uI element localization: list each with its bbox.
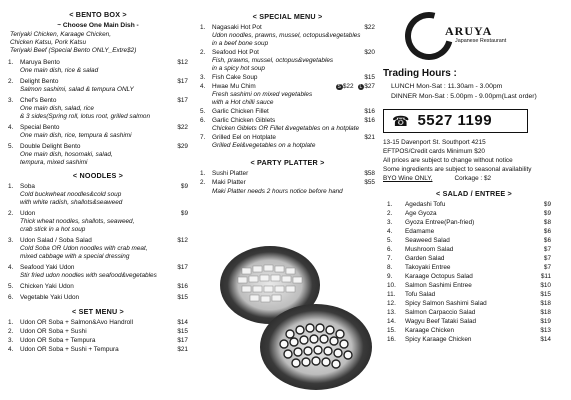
- bento-line: Chicken Katsu, Pork Katsu: [10, 39, 87, 47]
- item-price: $19: [540, 318, 551, 326]
- item-name: Garden Salad: [405, 255, 445, 263]
- item-price: $15: [540, 291, 551, 299]
- item-number: 15.: [387, 327, 396, 335]
- item-price: $7: [543, 264, 551, 272]
- salad-list: [383, 201, 565, 344]
- item-price: $17: [177, 97, 188, 105]
- item-name: Age Gyoza: [405, 210, 437, 218]
- item-description: One main dish, hosomaki, salad,: [20, 151, 113, 159]
- item-number: 4.: [8, 124, 14, 132]
- item-number: 4.: [200, 83, 206, 90]
- item-price: $9: [180, 210, 188, 218]
- item-description: in a beef bone soup: [212, 40, 269, 47]
- item-price: $15: [364, 74, 375, 81]
- item-name: Salmon Sashimi Entree: [405, 282, 472, 290]
- item-number: 11.: [387, 291, 396, 299]
- item-number: 5.: [8, 143, 14, 151]
- item-description: in a spicy hot soup: [212, 65, 265, 72]
- item-number: 3.: [8, 337, 14, 345]
- item-name: Agedashi Tofu: [405, 201, 446, 209]
- item-name: Sushi Platter: [212, 170, 249, 177]
- party-item: [200, 179, 375, 187]
- set-menu-item: [8, 319, 188, 327]
- item-price: $7: [543, 255, 551, 263]
- item-name: Vegetable Yaki Udon: [20, 294, 80, 302]
- item-number: 3.: [8, 97, 14, 105]
- item-price: $11: [540, 273, 551, 281]
- set-menu-list: [8, 319, 188, 354]
- item-number: 5.: [387, 237, 393, 245]
- item-price: $58: [364, 170, 375, 177]
- party-title: < PARTY PLATTER >: [250, 158, 325, 167]
- item-number: 2.: [8, 210, 14, 218]
- middle-column: [200, 10, 375, 196]
- phone-number: 5527 1199: [417, 112, 493, 130]
- item-number: 16.: [387, 336, 396, 344]
- item-price: $9: [180, 183, 188, 191]
- noodles-list: [8, 183, 188, 302]
- noodle-item: [8, 183, 188, 207]
- item-description: Grilled Eel&vegetables on a hotplate: [212, 142, 316, 149]
- brand-sub: Japanese Restaurant: [455, 38, 507, 44]
- item-description: One main dish, salad, rice: [20, 105, 94, 113]
- noodle-item: [8, 237, 188, 261]
- special-item: [200, 134, 375, 150]
- salad-item: [387, 201, 551, 209]
- item-number: 1.: [200, 24, 206, 31]
- salad-item: [387, 219, 551, 227]
- byo-label: BYO Wine ONLY,: [383, 175, 433, 183]
- item-name: Udon: [20, 210, 36, 218]
- hours-lunch: LUNCH Mon-Sat : 11.30am - 3.00pm: [391, 82, 503, 90]
- item-description: Thick wheat noodles, shallots, seaweed,: [20, 218, 135, 226]
- item-price: $17: [177, 264, 188, 272]
- brand-logo: [383, 8, 565, 66]
- item-description: with white radish, shallots&seaweed: [20, 199, 123, 207]
- noodles-title: < NOODLES >: [72, 171, 124, 181]
- salad-title: < SALAD / ENTREE >: [436, 189, 512, 199]
- item-price: $12: [177, 59, 188, 67]
- salad-item: [387, 273, 551, 281]
- item-price: $10: [540, 282, 551, 290]
- item-price: $12: [177, 237, 188, 245]
- salad-item: [387, 255, 551, 263]
- large-size-badge: L: [359, 84, 363, 90]
- special-title: < SPECIAL MENU >: [252, 12, 323, 21]
- item-name: Wagyu Beef Tataki Salad: [405, 318, 477, 326]
- item-description: Fish, prawns, mussel, octopus&vegetables: [212, 57, 334, 64]
- item-name: Soba: [20, 183, 35, 191]
- item-price: $9: [543, 201, 551, 209]
- hours-dinner: DINNER Mon-Sat : 5.00pm - 9.00pm(Last order): [391, 92, 537, 100]
- item-description: One main dish, rice, tempura & sashimi: [20, 132, 132, 140]
- item-price: $15: [177, 294, 188, 302]
- item-name: Seafood Yaki Udon: [20, 264, 75, 272]
- salad-item: [387, 300, 551, 308]
- party-note: Maki Platter needs 2 hours notice before hand: [212, 188, 343, 195]
- bento-item: [8, 97, 188, 121]
- item-name: Udon OR Soba + Sushi + Tempura: [20, 346, 119, 354]
- item-price: $16: [364, 108, 375, 115]
- noodle-item: [8, 294, 188, 302]
- item-price: $6: [543, 237, 551, 245]
- item-name: Karaage Chicken: [405, 327, 455, 335]
- item-number: 6.: [200, 117, 206, 124]
- item-name: Udon OR Soba + Salmon&Avo Handroll: [20, 319, 134, 327]
- item-price: $16: [364, 117, 375, 124]
- item-description: with a Hot chilli sauce: [212, 99, 274, 106]
- item-number: 2.: [200, 49, 206, 56]
- bento-item: [8, 143, 188, 167]
- item-name: Maruya Bento: [20, 59, 60, 67]
- bento-title: < BENTO BOX >: [69, 10, 127, 19]
- item-price: $7: [543, 246, 551, 254]
- salad-item: [387, 246, 551, 254]
- salad-item: [387, 318, 551, 326]
- item-number: 13.: [387, 309, 396, 317]
- item-number: 1.: [8, 183, 14, 191]
- item-name: Double Delight Bento: [20, 143, 81, 151]
- item-number: 4.: [387, 228, 393, 236]
- item-name: Spicy Karaage Chicken: [405, 336, 472, 344]
- item-price: $29: [177, 143, 188, 151]
- item-description: Udon noodles, prawns, mussel, octopus&vegetables: [212, 32, 361, 39]
- set-menu-item: [8, 346, 188, 354]
- noodle-item: [8, 210, 188, 234]
- bento-line: Teriyaki Chicken, Karaage Chicken,: [10, 31, 111, 39]
- address: 13-15 Davenport St. Southport 4215: [383, 139, 486, 147]
- maki-platter-image: [260, 304, 372, 390]
- small-price-value: $22: [342, 83, 354, 90]
- left-column: [8, 8, 188, 355]
- item-number: 1.: [200, 170, 206, 177]
- item-number: 1.: [387, 201, 393, 209]
- item-number: 5.: [200, 108, 206, 115]
- item-number: 6.: [387, 246, 393, 254]
- byo-info: [383, 175, 565, 183]
- item-name: Maki Platter: [212, 179, 246, 186]
- item-name: Gyoza Entree(Pan-fried): [405, 219, 475, 227]
- special-item: [200, 108, 375, 116]
- item-number: 4.: [8, 264, 14, 272]
- small-size-badge: S: [337, 84, 341, 90]
- item-name: Chicken Yaki Udon: [20, 283, 74, 291]
- phone-box: [383, 109, 528, 133]
- salad-item: [387, 264, 551, 272]
- item-name: Delight Bento: [20, 78, 59, 86]
- item-number: 4.: [8, 346, 14, 354]
- item-description: & 3 sides(Spring roll, lotus root, grilled salmon: [20, 113, 151, 121]
- salad-item: [387, 309, 551, 317]
- salad-item: [387, 327, 551, 335]
- item-price: $13: [540, 327, 551, 335]
- party-item: [200, 170, 375, 178]
- item-name: Fish Cake Soup: [212, 74, 258, 81]
- bento-sub: ~ Choose One Main Dish -: [57, 22, 139, 29]
- item-number: 10.: [387, 282, 396, 290]
- item-name: Udon OR Soba + Tempura: [20, 337, 96, 345]
- bento-list: [8, 59, 188, 167]
- item-price: $18: [540, 300, 551, 308]
- item-name: Garlic Chicken Fillet: [212, 108, 269, 115]
- noodle-item: [8, 283, 188, 291]
- special-item: [200, 24, 375, 48]
- item-number: 7.: [200, 134, 206, 141]
- item-number: 7.: [387, 255, 393, 263]
- item-name: Takoyaki Entree: [405, 264, 451, 272]
- salad-item: [387, 210, 551, 218]
- set-menu-title: < SET MENU >: [72, 307, 124, 317]
- item-price: $8: [543, 219, 551, 227]
- item-number: 2.: [8, 328, 14, 336]
- item-name: Seaweed Salad: [405, 237, 450, 245]
- item-number: 1.: [8, 59, 14, 67]
- item-number: 6.: [8, 294, 14, 302]
- item-number: 2.: [8, 78, 14, 86]
- hours-title: Trading Hours :: [383, 68, 457, 79]
- bento-item: [8, 59, 188, 75]
- price-notice: All prices are subject to change without notice: [383, 157, 513, 165]
- item-number: 3.: [200, 74, 206, 81]
- set-menu-item: [8, 337, 188, 345]
- item-name: Hwae Mu Chim: [212, 83, 256, 90]
- set-menu-item: [8, 328, 188, 336]
- item-description: Fresh sashimi on mixed vegetables: [212, 91, 313, 98]
- special-item: [200, 49, 375, 73]
- salad-item: [387, 336, 551, 344]
- bento-line: Teriyaki Beef (Special Bento ONLY_Extre$2): [10, 47, 137, 55]
- special-item: [200, 74, 375, 82]
- item-description: Cold buckwheat noodles&cold soup: [20, 191, 122, 199]
- item-price: $15: [177, 328, 188, 336]
- bento-item: [8, 78, 188, 94]
- item-price: $16: [177, 283, 188, 291]
- item-name: Udon Salad / Soba Salad: [20, 237, 92, 245]
- salad-item: [387, 237, 551, 245]
- special-item: [200, 117, 375, 133]
- item-price: $27: [364, 83, 375, 90]
- item-name: Mushroom Salad: [405, 246, 454, 254]
- item-description: One main dish, rice & salad: [20, 67, 99, 75]
- item-price: $21: [364, 134, 375, 141]
- special-item: [200, 83, 375, 107]
- item-price: $20: [364, 49, 375, 56]
- item-description: crab stick in a hot soup: [20, 226, 86, 234]
- item-name: Salmon Carpaccio Salad: [405, 309, 476, 317]
- item-number: 12.: [387, 300, 396, 308]
- party-list: [200, 170, 375, 187]
- item-name: Grilled Eel on Hotplate: [212, 134, 276, 141]
- special-list: [200, 24, 375, 150]
- item-name: Udon OR Soba + Sushi: [20, 328, 87, 336]
- salad-item: [387, 228, 551, 236]
- item-number: 1.: [8, 319, 14, 327]
- bento-main-dishes: [10, 31, 188, 55]
- item-name: Karaage Octopus Salad: [405, 273, 473, 281]
- item-number: 3.: [8, 237, 14, 245]
- item-description: Cold Soba OR Udon noodles with crab meat,: [20, 245, 148, 253]
- item-price: $14: [177, 319, 188, 327]
- bento-item: [8, 124, 188, 140]
- item-number: 14.: [387, 318, 396, 326]
- phone-icon: ☎: [392, 112, 410, 129]
- item-name: Tofu Salad: [405, 291, 436, 299]
- item-description: tempura, mixed sashimi: [20, 159, 88, 167]
- item-name: Special Bento: [20, 124, 60, 132]
- small-price: [336, 83, 354, 91]
- item-description: Chicken Giblets OR Fillet &vegetables on a hotplate: [212, 125, 360, 132]
- item-number: 9.: [387, 273, 393, 281]
- item-name: Nagasaki Hot Pot: [212, 24, 262, 31]
- item-price: $55: [364, 179, 375, 186]
- right-column: [383, 8, 565, 345]
- item-name: Edamame: [405, 228, 435, 236]
- brand-name: ARUYA: [445, 24, 493, 38]
- item-number: 2.: [387, 210, 393, 218]
- item-price: $9: [543, 210, 551, 218]
- corkage-label: Corkage : $2: [454, 175, 492, 183]
- salad-item: [387, 282, 551, 290]
- item-description: Stir fried udon noodles with seafood&vegetables: [20, 272, 157, 280]
- item-number: 2.: [200, 179, 206, 186]
- item-number: 8.: [387, 264, 393, 272]
- item-price: $17: [177, 78, 188, 86]
- item-price: $14: [540, 336, 551, 344]
- eftpos-info: EFTPOS/Credit cards Minimum $20: [383, 148, 485, 156]
- item-description: mixed cabbage with a special dressing: [20, 253, 130, 261]
- item-price: $17: [177, 337, 188, 345]
- salad-item: [387, 291, 551, 299]
- noodle-item: [8, 264, 188, 280]
- item-name: Spicy Salmon Sashimi Salad: [405, 300, 487, 308]
- item-price: $21: [177, 346, 188, 354]
- item-name: Garlic Chicken Giblets: [212, 117, 276, 124]
- item-number: 3.: [387, 219, 393, 227]
- item-name: Chef's Bento: [20, 97, 57, 105]
- seasonal-notice: Some ingredients are subject to seasonal availability: [383, 166, 532, 174]
- item-price: $18: [540, 309, 551, 317]
- item-price: $22: [364, 24, 375, 31]
- item-number: 5.: [8, 283, 14, 291]
- item-price: $22: [177, 124, 188, 132]
- item-name: Seafood Hot Pot: [212, 49, 259, 56]
- item-description: Salmon sashimi, salad & tempura ONLY: [20, 86, 134, 94]
- item-price: $6: [543, 228, 551, 236]
